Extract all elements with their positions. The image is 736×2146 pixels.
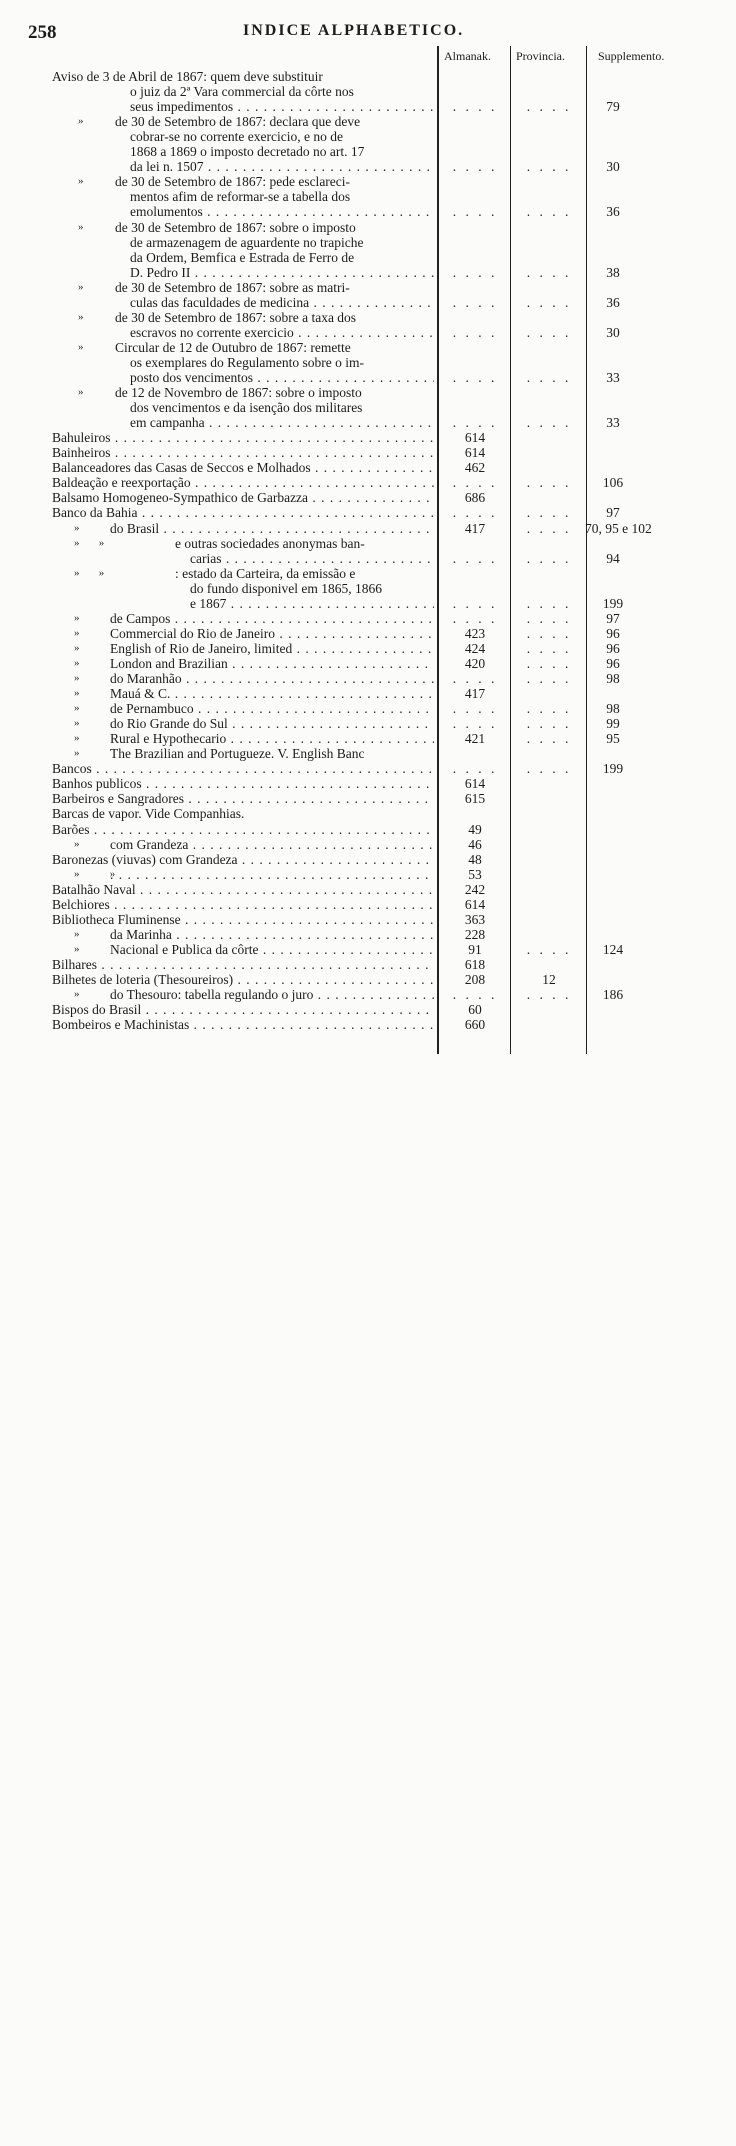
- entry-text: Bancos . . .: [52, 760, 434, 777]
- almanak-value: 615: [464, 791, 486, 807]
- provincia-value: . . . .: [526, 610, 572, 626]
- entry-text: Barões . . .: [52, 821, 434, 838]
- entry-text: Barbeiros e Sangradores . . .: [52, 790, 434, 807]
- provincia-value: . . . .: [526, 655, 572, 671]
- entry-text: do Rio Grande do Sul . . .: [110, 715, 434, 732]
- ditto-mark: »: [78, 175, 84, 188]
- supplemento-value: 186: [602, 987, 624, 1003]
- almanak-value: 420: [464, 655, 486, 671]
- entry-text: Bilhares . . .: [52, 956, 434, 973]
- entry-text: English of Rio de Janeiro, limited . . .: [110, 640, 434, 657]
- ditto-mark: »: [74, 672, 80, 684]
- supplemento-value: 94: [606, 550, 620, 566]
- entry-text: do Brasil . . .: [110, 520, 434, 537]
- provincia-value: . . . .: [526, 204, 572, 220]
- entry-text: carias . . .: [190, 550, 434, 567]
- entry-text: Bispos do Brasil . . .: [52, 1001, 434, 1018]
- ditto-mark: »: [74, 626, 80, 639]
- provincia-value: . . . .: [526, 941, 572, 957]
- provincia-value: . . . .: [526, 99, 572, 115]
- supplemento-value: 97: [606, 610, 620, 626]
- provincia-value: . . . .: [526, 475, 572, 491]
- almanak-value: 614: [464, 430, 486, 446]
- supplemento-value: 199: [602, 595, 624, 611]
- entry-text: Rural e Hypothecario . . .: [110, 730, 434, 747]
- almanak-value: . . . .: [452, 264, 498, 280]
- provincia-value: . . . .: [526, 625, 572, 641]
- ditto-mark: »: [74, 837, 80, 850]
- entry-text: D. Pedro II . . .: [130, 264, 434, 281]
- almanak-value: 618: [464, 956, 486, 972]
- ditto-mark: »: [74, 641, 80, 654]
- entry-text: Balsamo Homogeneo-Sympathico de Garbazza . . .: [52, 489, 434, 506]
- ditto-mark: »: [78, 340, 84, 353]
- almanak-value: . . . .: [452, 324, 498, 340]
- entry-text: posto dos vencimentos . . .: [130, 369, 434, 386]
- almanak-value: . . . .: [452, 987, 498, 1003]
- supplemento-value: 199: [602, 761, 624, 777]
- entry-text: de 30 de Setembro de 1867: declara que deve: [115, 114, 361, 130]
- ditto-mark: » »: [74, 566, 105, 579]
- entry-text: o juiz da 2ª Vara commercial da côrte nos: [130, 84, 354, 100]
- ditto-mark: »: [74, 732, 80, 745]
- provincia-value: . . . .: [526, 761, 572, 777]
- almanak-value: . . . .: [452, 159, 498, 175]
- supplemento-value: 33: [606, 370, 620, 385]
- entry-text: Bahuleiros . . .: [52, 429, 434, 446]
- column-header-provincia: Provincia.: [516, 49, 565, 63]
- provincia-value: . . . .: [526, 520, 572, 536]
- almanak-value: 421: [464, 731, 486, 747]
- entry-text: dos vencimentos e da isenção dos militares: [130, 400, 363, 416]
- entry-text: e 1867 . . .: [190, 595, 434, 612]
- almanak-value: 614: [464, 776, 486, 792]
- entry-text: Bombeiros e Machinistas . . .: [52, 1016, 434, 1033]
- entry-text: Aviso de 3 de Abril de 1867: quem deve substituir: [52, 69, 323, 84]
- supplemento-value: 33: [606, 415, 620, 431]
- almanak-value: 686: [464, 490, 486, 506]
- ditto-mark: » »: [74, 867, 116, 880]
- almanak-value: . . . .: [452, 701, 498, 717]
- almanak-value: 49: [468, 821, 482, 837]
- supplemento-value: 36: [606, 204, 620, 220]
- entry-text: de Pernambuco . . .: [110, 700, 434, 717]
- entry-text: Baldeação e reexportação . . .: [52, 474, 434, 491]
- entry-text: do Thesouro: tabella regulando o juro . . .: [110, 986, 434, 1003]
- almanak-value: 423: [464, 625, 486, 641]
- almanak-value: 60: [468, 1002, 482, 1018]
- entry-text: Bainheiros . . .: [52, 444, 434, 461]
- entry-text: do Maranhão . . .: [110, 670, 434, 687]
- supplemento-value: 30: [606, 324, 620, 340]
- almanak-value: . . . .: [452, 475, 498, 491]
- ditto-mark: »: [74, 702, 80, 715]
- ditto-mark: »: [78, 310, 84, 323]
- entry-text: Batalhão Naval . . .: [52, 881, 434, 898]
- provincia-value: . . . .: [526, 505, 572, 521]
- entry-text: de 30 de Setembro de 1867: sobre a taxa dos: [115, 309, 357, 325]
- almanak-value: 91: [468, 941, 482, 957]
- entry-text: Mauá & C. . . .: [110, 685, 434, 702]
- provincia-value: . . . .: [526, 264, 572, 280]
- almanak-value: . . . .: [452, 671, 498, 686]
- entry-text: de 30 de Setembro de 1867: pede esclareci-: [115, 174, 351, 190]
- supplemento-value: 98: [606, 671, 620, 686]
- supplemento-value: 38: [606, 264, 620, 280]
- supplemento-value: 79: [606, 99, 620, 115]
- ditto-mark: »: [74, 927, 80, 940]
- provincia-value: . . . .: [526, 415, 572, 431]
- provincia-value: . . . .: [526, 731, 572, 747]
- almanak-value: 228: [464, 926, 486, 942]
- almanak-value: 48: [468, 851, 482, 867]
- ditto-mark: »: [74, 717, 80, 730]
- ditto-mark: »: [74, 747, 80, 760]
- entry-text: Barcas de vapor. Vide Companhias.: [52, 806, 245, 822]
- almanak-value: 242: [464, 881, 486, 897]
- entry-text: os exemplares do Regulamento sobre o im-: [130, 354, 364, 370]
- ditto-mark: »: [78, 386, 84, 399]
- entry-text: The Brazilian and Portugueze. V. English Banc: [110, 746, 365, 762]
- entry-text: de 12 de Novembro de 1867: sobre o imposto: [115, 385, 362, 401]
- almanak-value: 424: [464, 640, 486, 656]
- entry-text: de 30 de Setembro de 1867: sobre as matri-: [115, 279, 350, 295]
- almanak-value: 614: [464, 445, 486, 461]
- entry-text: Belchiores . . .: [52, 896, 434, 913]
- entry-text: de armazenagem de aguardente no trapiche: [130, 234, 364, 250]
- provincia-value: . . . .: [526, 671, 572, 686]
- entry-text: da lei n. 1507 . . .: [130, 158, 434, 175]
- column-header-almanak: Almanak.: [444, 49, 491, 63]
- provincia-value: . . . .: [526, 324, 572, 340]
- entry-text: Baronezas (viuvas) com Grandeza . . .: [52, 851, 434, 868]
- entry-text: 1868 a 1869 o imposto decretado no art. 17: [130, 144, 365, 160]
- supplemento-value: 36: [606, 294, 620, 310]
- entry-text: e outras sociedades anonymas ban-: [175, 535, 365, 551]
- almanak-value: . . . .: [452, 294, 498, 310]
- almanak-value: . . . .: [452, 550, 498, 566]
- entry-text: : estado da Carteira, da emissão e: [175, 565, 356, 581]
- provincia-value: . . . .: [526, 159, 572, 175]
- provincia-value: . . . .: [526, 595, 572, 611]
- entry-text: Balanceadores das Casas de Seccos e Molhados . . .: [52, 459, 434, 476]
- entry-text: Banhos publicos . . .: [52, 775, 434, 792]
- almanak-value: 417: [464, 686, 486, 702]
- ditto-mark: »: [74, 942, 80, 955]
- entry-text: London and Brazilian . . .: [110, 655, 434, 672]
- almanak-value: 660: [464, 1017, 486, 1033]
- almanak-value: 417: [464, 520, 486, 536]
- entry-text: da Marinha . . .: [110, 926, 434, 943]
- almanak-value: . . . .: [452, 505, 498, 521]
- provincia-value: . . . .: [526, 716, 572, 732]
- supplemento-value: 96: [606, 640, 620, 656]
- entry-text: de Campos . . .: [110, 610, 434, 627]
- almanak-value: . . . .: [452, 761, 498, 777]
- provincia-value: . . . .: [526, 370, 572, 385]
- supplemento-value: 96: [606, 655, 620, 671]
- ditto-mark: »: [78, 280, 84, 293]
- almanak-value: . . . .: [452, 204, 498, 220]
- almanak-value: 53: [468, 866, 482, 882]
- entry-text: de 30 de Setembro de 1867: sobre o imposto: [115, 219, 356, 235]
- entry-text: mentos afim de reformar-se a tabella dos: [130, 189, 351, 205]
- entry-text: Commercial do Rio de Janeiro . . .: [110, 625, 434, 642]
- supplemento-value: 70, 95 e 102: [585, 520, 652, 536]
- page-number: 258: [28, 22, 57, 43]
- entry-text: culas das faculdades de medicina . . .: [130, 294, 434, 311]
- entry-text: Bibliotheca Fluminense . . .: [52, 911, 434, 928]
- supplemento-value: 97: [606, 505, 620, 521]
- entry-text: seus impedimentos . . .: [130, 98, 434, 115]
- ditto-mark: »: [74, 988, 80, 1001]
- ditto-mark: »: [74, 611, 80, 624]
- supplemento-value: 106: [602, 475, 624, 491]
- entry-text: da Ordem, Bemfica e Estrada de Ferro de: [130, 249, 355, 265]
- index-entry: [0, 1016, 736, 1033]
- almanak-value: . . . .: [452, 370, 498, 385]
- provincia-value: . . . .: [526, 550, 572, 566]
- entry-text: Bilhetes de loteria (Thesoureiros) . . .: [52, 971, 434, 988]
- almanak-value: 614: [464, 896, 486, 912]
- ditto-mark: » »: [74, 536, 105, 549]
- almanak-value: 462: [464, 460, 486, 476]
- entry-text: do fundo disponivel em 1865, 1866: [190, 580, 382, 596]
- ditto-mark: »: [78, 115, 84, 128]
- entry-text: cobrar-se no corrente exercicio, e no de: [130, 129, 343, 145]
- provincia-value: 12: [542, 972, 556, 987]
- ditto-mark: »: [74, 656, 80, 669]
- entry-text: Banco da Bahia . . .: [52, 504, 434, 521]
- almanak-value: 208: [464, 972, 486, 987]
- entry-text: escravos no corrente exercicio . . .: [130, 324, 434, 341]
- almanak-value: . . . .: [452, 610, 498, 626]
- supplemento-value: 98: [606, 701, 620, 717]
- ditto-mark: »: [74, 687, 80, 700]
- ditto-mark: »: [74, 521, 80, 534]
- provincia-value: . . . .: [526, 294, 572, 310]
- entry-text: Nacional e Publica da côrte . . .: [110, 941, 434, 958]
- supplemento-value: 124: [602, 941, 624, 957]
- column-header-supplemento: Supplemento.: [598, 49, 665, 63]
- entry-text: em campanha . . .: [130, 414, 434, 431]
- almanak-value: . . . .: [452, 595, 498, 611]
- entry-text: emolumentos . . .: [130, 203, 434, 220]
- supplemento-value: 96: [606, 625, 620, 641]
- provincia-value: . . . .: [526, 701, 572, 717]
- page-title: INDICE ALPHABETICO.: [243, 22, 465, 39]
- almanak-value: 46: [468, 836, 482, 852]
- almanak-value: . . . .: [452, 415, 498, 431]
- entry-text: com Grandeza . . .: [110, 836, 434, 853]
- provincia-value: . . . .: [526, 640, 572, 656]
- entry-text: Circular de 12 de Outubro de 1867: remette: [115, 339, 351, 355]
- almanak-value: 363: [464, 911, 486, 927]
- ditto-mark: »: [78, 220, 84, 233]
- supplemento-value: 99: [606, 716, 620, 732]
- almanak-value: . . . .: [452, 716, 498, 732]
- supplemento-value: 30: [606, 159, 620, 175]
- supplemento-value: 95: [606, 731, 620, 747]
- almanak-value: . . . .: [452, 99, 498, 115]
- provincia-value: . . . .: [526, 987, 572, 1003]
